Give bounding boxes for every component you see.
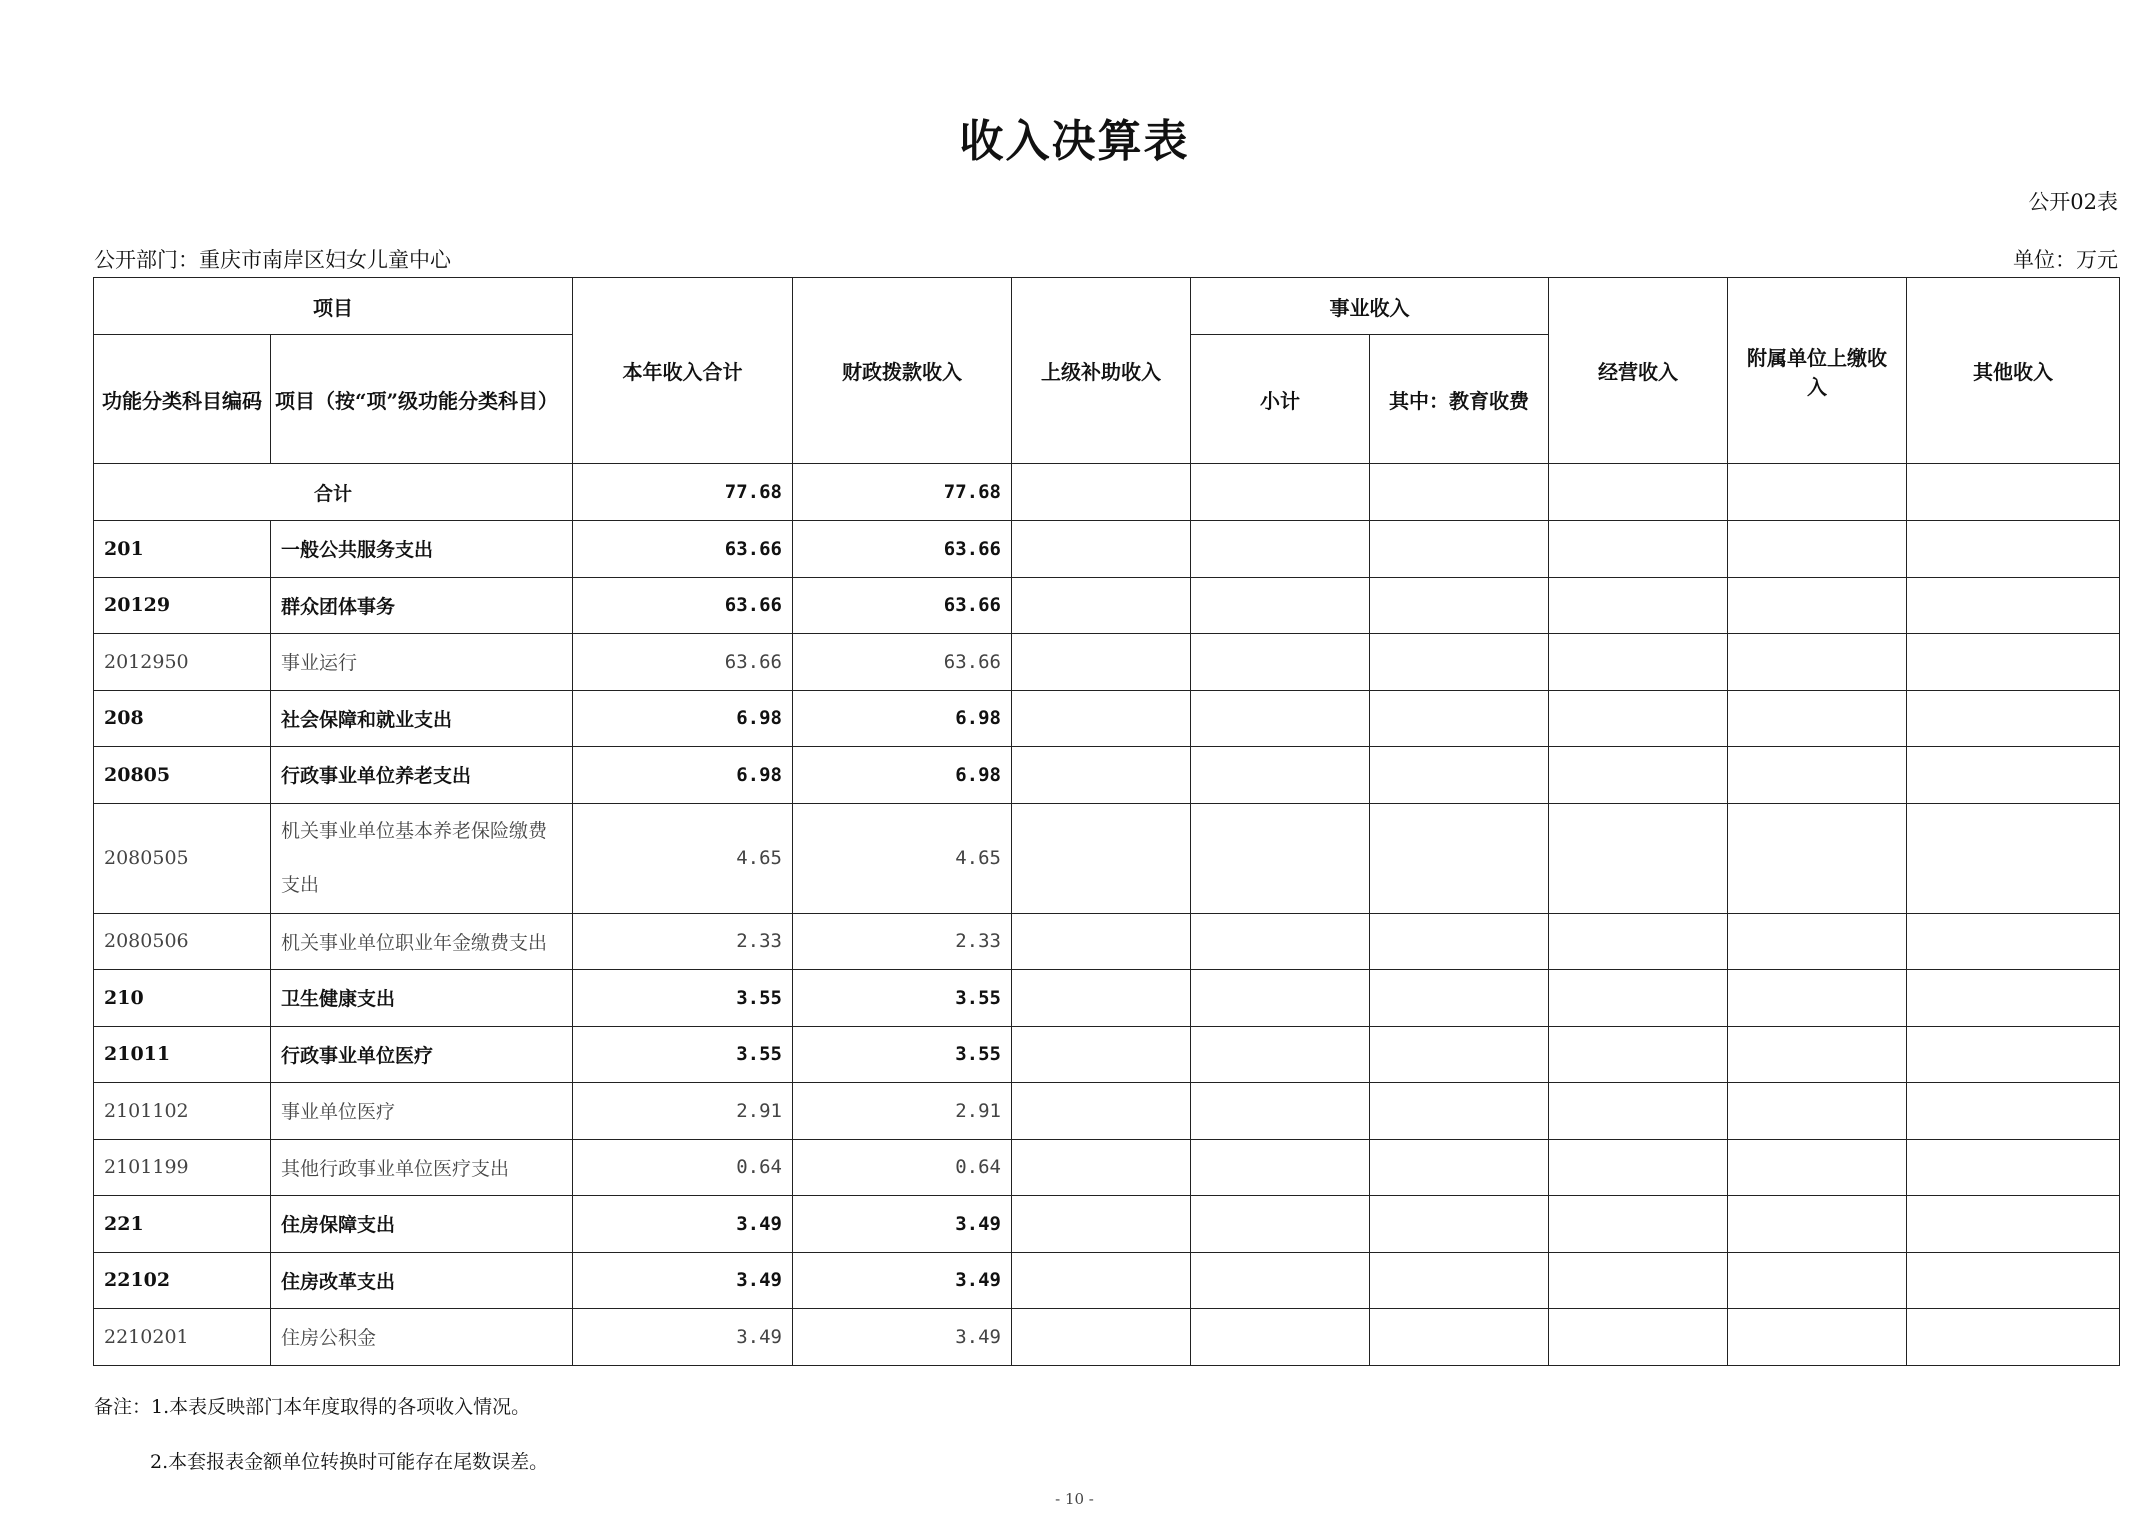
empty-cell [1549, 1083, 1728, 1140]
row-fiscal: 63.66 [793, 634, 1012, 691]
row-total: 3.49 [573, 1196, 793, 1253]
empty-cell [1549, 747, 1728, 804]
row-name: 卫生健康支出 [271, 970, 573, 1027]
table-row [94, 690, 2120, 747]
empty-cell [1728, 1083, 1907, 1140]
empty-cell [1191, 1309, 1370, 1366]
row-fiscal: 0.64 [793, 1139, 1012, 1196]
empty-cell [1370, 1083, 1549, 1140]
empty-cell [1370, 690, 1549, 747]
empty-cell [1191, 970, 1370, 1027]
table-row [94, 747, 2120, 804]
note-1: 备注：1.本表反映部门本年度取得的各项收入情况。 [94, 1396, 531, 1418]
row-total: 0.64 [573, 1139, 793, 1196]
empty-cell [1012, 970, 1191, 1027]
row-total: 3.49 [573, 1309, 793, 1366]
empty-cell [1728, 634, 1907, 691]
note-2: 2.本套报表金额单位转换时可能存在尾数误差。 [150, 1451, 549, 1473]
header-operating: 经营收入 [1549, 278, 1728, 464]
page-title: 收入决算表 [959, 116, 1190, 167]
row-code: 2210201 [94, 1309, 271, 1366]
row-total: 3.55 [573, 970, 793, 1027]
unit-label: 单位：万元 [2013, 248, 2118, 272]
row-total: 2.91 [573, 1083, 793, 1140]
row-name: 机关事业单位基本养老保险缴费支出 [271, 803, 573, 913]
empty-cell [1012, 803, 1191, 913]
page-number: - 10 - [1055, 1490, 1094, 1508]
empty-cell [1549, 577, 1728, 634]
empty-cell [1370, 1309, 1549, 1366]
empty-cell [1907, 1083, 2120, 1140]
empty-cell [1370, 747, 1549, 804]
row-fiscal: 6.98 [793, 690, 1012, 747]
empty-cell [1907, 690, 2120, 747]
empty-cell [1728, 1309, 1907, 1366]
empty-cell [1907, 970, 2120, 1027]
header-other: 其他收入 [1907, 278, 2120, 464]
empty-cell [1191, 1196, 1370, 1253]
empty-cell [1370, 577, 1549, 634]
header-subtotal: 小计 [1191, 335, 1370, 464]
row-fiscal: 3.55 [793, 970, 1012, 1027]
empty-cell [1728, 1252, 1907, 1309]
empty-cell [1370, 1196, 1549, 1253]
empty-cell [1728, 970, 1907, 1027]
total-fiscal: 77.68 [793, 464, 1012, 521]
row-code: 2080506 [94, 913, 271, 970]
empty-cell [1012, 521, 1191, 578]
row-code: 20805 [94, 747, 271, 804]
empty-cell [1370, 1252, 1549, 1309]
department-label: 公开部门：重庆市南岸区妇女儿童中心 [94, 248, 451, 272]
header-code: 功能分类科目编码 [94, 335, 271, 464]
row-code: 2101102 [94, 1083, 271, 1140]
row-fiscal: 3.49 [793, 1252, 1012, 1309]
row-fiscal: 4.65 [793, 803, 1012, 913]
table-row [94, 1026, 2120, 1083]
header-superior: 上级补助收入 [1012, 278, 1191, 464]
empty-cell [1907, 803, 2120, 913]
table-row [94, 1252, 2120, 1309]
table-row [94, 1309, 2120, 1366]
empty-cell [1907, 1309, 2120, 1366]
empty-cell [1191, 634, 1370, 691]
row-name: 行政事业单位养老支出 [271, 747, 573, 804]
header-fiscal: 财政拨款收入 [793, 278, 1012, 464]
empty-cell [1012, 1083, 1191, 1140]
table-row [94, 1196, 2120, 1253]
row-code: 201 [94, 521, 271, 578]
empty-cell [1728, 577, 1907, 634]
empty-cell [1549, 1309, 1728, 1366]
empty-cell [1191, 577, 1370, 634]
empty-cell [1012, 913, 1191, 970]
row-code: 21011 [94, 1026, 271, 1083]
header-education: 其中：教育收费 [1370, 335, 1549, 464]
row-total: 63.66 [573, 577, 793, 634]
row-code: 22102 [94, 1252, 271, 1309]
empty-cell [1728, 1139, 1907, 1196]
empty-cell [1370, 1026, 1549, 1083]
table-row [94, 1139, 2120, 1196]
empty-cell [1370, 521, 1549, 578]
empty-cell [1191, 521, 1370, 578]
row-name: 住房公积金 [271, 1309, 573, 1366]
empty-cell [1907, 577, 2120, 634]
empty-cell [1907, 1196, 2120, 1253]
row-code: 2101199 [94, 1139, 271, 1196]
empty-cell [1191, 1252, 1370, 1309]
total-label: 合计 [94, 464, 573, 521]
empty-cell [1728, 747, 1907, 804]
row-fiscal: 2.33 [793, 913, 1012, 970]
table-row [94, 577, 2120, 634]
table-row [94, 803, 2120, 913]
empty-cell [1907, 1252, 2120, 1309]
row-total: 4.65 [573, 803, 793, 913]
empty-cell [1907, 1026, 2120, 1083]
empty-cell [1549, 690, 1728, 747]
empty-cell [1012, 1252, 1191, 1309]
empty-cell [1012, 634, 1191, 691]
total-row [94, 464, 2120, 521]
row-total: 2.33 [573, 913, 793, 970]
row-name: 群众团体事务 [271, 577, 573, 634]
row-total: 6.98 [573, 690, 793, 747]
empty-cell [1370, 1139, 1549, 1196]
empty-cell [1370, 634, 1549, 691]
empty-cell [1728, 521, 1907, 578]
empty-cell [1728, 913, 1907, 970]
row-code: 2012950 [94, 634, 271, 691]
row-total: 3.55 [573, 1026, 793, 1083]
row-name: 住房保障支出 [271, 1196, 573, 1253]
empty-cell [1728, 803, 1907, 913]
form-number: 公开02表 [2028, 190, 2118, 214]
row-total: 6.98 [573, 747, 793, 804]
empty-cell [1191, 690, 1370, 747]
empty-cell [1549, 1196, 1728, 1253]
row-fiscal: 63.66 [793, 521, 1012, 578]
row-name: 一般公共服务支出 [271, 521, 573, 578]
empty-cell [1012, 577, 1191, 634]
row-name: 机关事业单位职业年金缴费支出 [271, 913, 573, 970]
row-total: 63.66 [573, 634, 793, 691]
empty-cell [1191, 1083, 1370, 1140]
row-code: 221 [94, 1196, 271, 1253]
empty-cell [1907, 1139, 2120, 1196]
table-row [94, 634, 2120, 691]
header-total: 本年收入合计 [573, 278, 793, 464]
empty-cell [1191, 747, 1370, 804]
empty-cell [1191, 803, 1370, 913]
row-name: 行政事业单位医疗 [271, 1026, 573, 1083]
empty-cell [1549, 634, 1728, 691]
empty-cell [1012, 1026, 1191, 1083]
empty-cell [1728, 1196, 1907, 1253]
total-amount: 77.68 [573, 464, 793, 521]
row-name: 住房改革支出 [271, 1252, 573, 1309]
empty-cell [1549, 913, 1728, 970]
empty-cell [1370, 970, 1549, 1027]
header-item: 项目 [94, 278, 573, 335]
row-name: 事业单位医疗 [271, 1083, 573, 1140]
row-code: 20129 [94, 577, 271, 634]
empty-cell [1191, 1026, 1370, 1083]
empty-cell [1191, 1139, 1370, 1196]
row-name: 事业运行 [271, 634, 573, 691]
empty-cell [1549, 1252, 1728, 1309]
income-table [93, 277, 2120, 1366]
empty-cell [1728, 690, 1907, 747]
row-fiscal: 3.49 [793, 1309, 1012, 1366]
table-row [94, 913, 2120, 970]
row-total: 3.49 [573, 1252, 793, 1309]
empty-cell [1549, 970, 1728, 1027]
header-business: 事业收入 [1191, 278, 1549, 335]
empty-cell [1907, 747, 2120, 804]
row-fiscal: 6.98 [793, 747, 1012, 804]
row-code: 2080505 [94, 803, 271, 913]
empty-cell [1012, 1196, 1191, 1253]
empty-cell [1012, 1139, 1191, 1196]
empty-cell [1370, 913, 1549, 970]
empty-cell [1370, 803, 1549, 913]
header-affiliated: 附属单位上缴收入 [1728, 278, 1907, 464]
empty-cell [1012, 690, 1191, 747]
empty-cell [1549, 1139, 1728, 1196]
table-row [94, 970, 2120, 1027]
table-row [94, 521, 2120, 578]
empty-cell [1191, 913, 1370, 970]
empty-cell [1907, 521, 2120, 578]
header-name: 项目（按“项”级功能分类科目） [271, 335, 573, 464]
empty-cell [1907, 913, 2120, 970]
row-code: 210 [94, 970, 271, 1027]
empty-cell [1728, 1026, 1907, 1083]
empty-cell [1549, 1026, 1728, 1083]
row-name: 其他行政事业单位医疗支出 [271, 1139, 573, 1196]
empty-cell [1012, 1309, 1191, 1366]
row-fiscal: 63.66 [793, 577, 1012, 634]
table-row [94, 1083, 2120, 1140]
row-fiscal: 3.55 [793, 1026, 1012, 1083]
empty-cell [1012, 747, 1191, 804]
row-fiscal: 3.49 [793, 1196, 1012, 1253]
empty-cell [1549, 803, 1728, 913]
empty-cell [1549, 521, 1728, 578]
row-total: 63.66 [573, 521, 793, 578]
row-fiscal: 2.91 [793, 1083, 1012, 1140]
row-name: 社会保障和就业支出 [271, 690, 573, 747]
row-code: 208 [94, 690, 271, 747]
empty-cell [1907, 634, 2120, 691]
